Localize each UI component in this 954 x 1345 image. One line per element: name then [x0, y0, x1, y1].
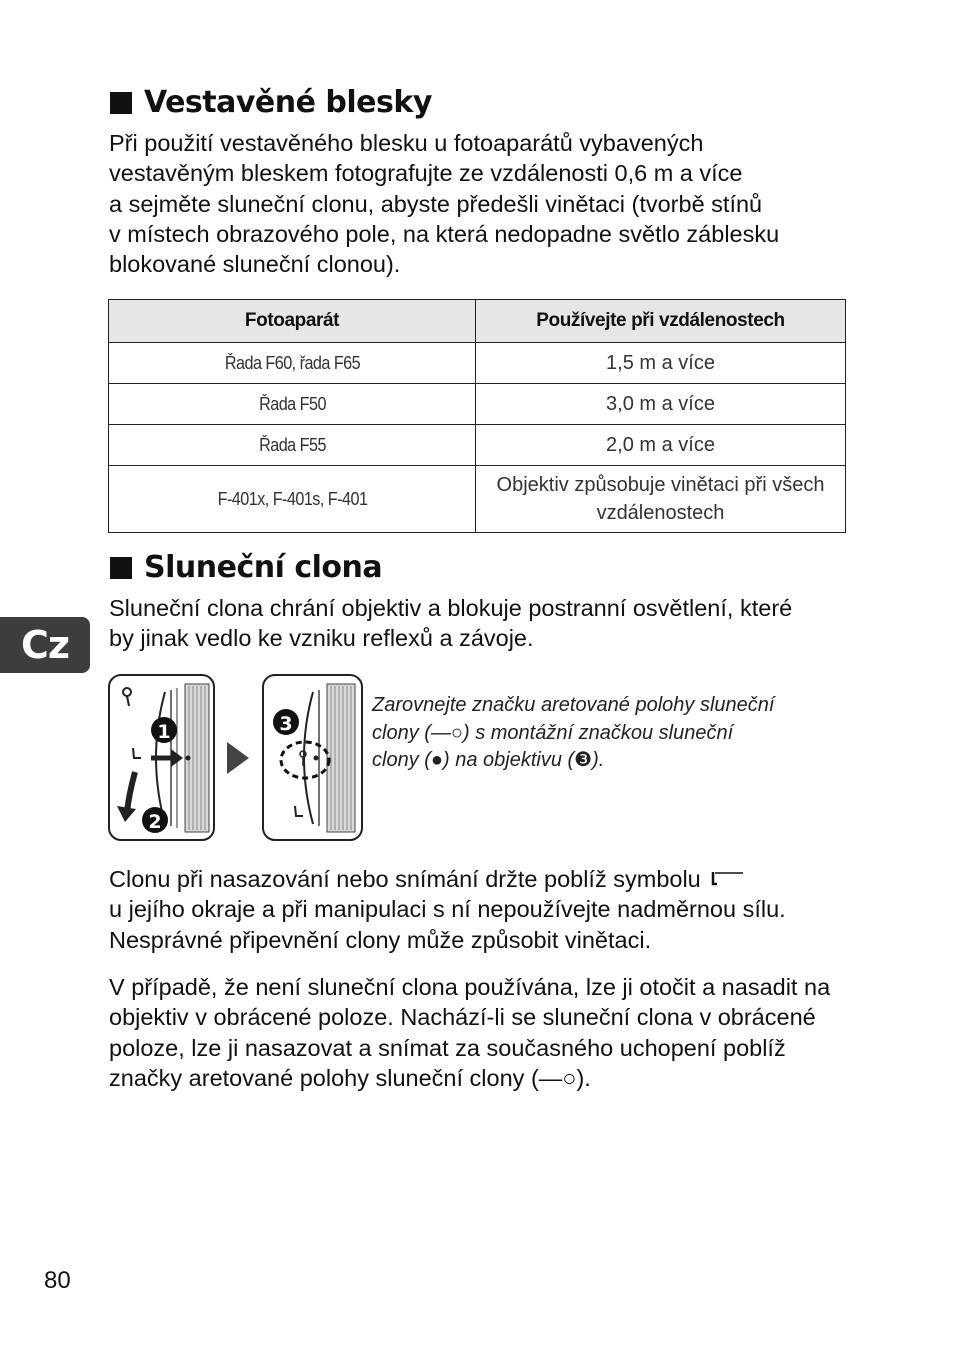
text-line: v místech obrazového pole, na která nedopadne světlo záblesku	[109, 220, 780, 247]
distance-cell: Objektiv způsobuje vinětaci při všech vzdálenostech	[476, 466, 846, 533]
text-line: by jinak vedlo ke vzniku reflexů a závoje.	[109, 625, 534, 652]
table-row	[109, 384, 846, 425]
text-line: Clonu při nasazování nebo snímání držte poblíž symbolu	[109, 866, 701, 892]
camera-distance-table	[108, 299, 846, 533]
distance-cell: 2,0 m a více	[476, 425, 846, 466]
section-title: Vestavěné blesky	[144, 85, 432, 120]
text-line: značky aretované polohy sluneční clony (—○).	[109, 1064, 591, 1091]
camera-cell: Řada F60, řada F65	[127, 343, 457, 384]
section-heading-built-in-flash	[110, 85, 432, 121]
text-line: V případě, že není sluneční clona používána, lze ji otočit a nasadit na	[109, 974, 831, 1000]
column-header-camera: Fotoaparát	[109, 300, 476, 343]
table-row	[109, 425, 846, 466]
step-marker	[273, 709, 299, 735]
text-line: Sluneční clona chrání objektiv a blokuje postranní osvětlení, které	[109, 595, 793, 621]
svg-text:1: 1	[157, 721, 171, 743]
caption-line: Zarovnejte značku aretované polohy sluneční	[372, 694, 775, 716]
lens-hood-illustration	[105, 672, 367, 844]
table-header-row	[109, 300, 846, 343]
section-title: Sluneční clona	[144, 550, 383, 585]
svg-text:3: 3	[279, 713, 293, 735]
camera-cell: Řada F55	[127, 425, 457, 466]
square-bullet-icon	[110, 557, 132, 579]
square-bullet-icon	[110, 92, 132, 114]
lens-hood-paragraph	[109, 593, 792, 654]
camera-cell: Řada F50	[127, 384, 457, 425]
text-line: u jejího okraje a při manipulaci s ní nepoužívejte nadměrnou sílu.	[109, 896, 786, 923]
built-in-flash-paragraph	[109, 128, 779, 279]
next-step-arrow-icon	[227, 742, 249, 774]
text-line: Nesprávné připevnění clony může způsobit vinětaci.	[109, 926, 652, 953]
reverse-mount-paragraph	[109, 972, 830, 1093]
table-row	[109, 343, 846, 384]
text-line: poloze, lze ji nasazovat a snímat za současného uchopení poblíž	[109, 1034, 786, 1061]
camera-cell: F-401x, F-401s, F-401	[127, 466, 457, 533]
text-line: Při použití vestavěného blesku u fotoaparátů vybavených	[109, 130, 704, 156]
svg-text:2: 2	[148, 811, 162, 833]
caption-line: clony (●) na objektivu (❸).	[372, 749, 605, 771]
hood-attach-panel-right	[263, 675, 362, 840]
page-number: 80	[44, 1267, 71, 1294]
text-line: vestavěným bleskem fotografujte ze vzdálenosti 0,6 m a více	[109, 160, 743, 187]
section-heading-lens-hood	[110, 550, 382, 586]
distance-cell: 3,0 m a více	[476, 384, 846, 425]
hood-grip-symbol-icon	[709, 870, 743, 890]
handling-paragraph	[109, 864, 786, 955]
caption-line: clony (—○) s montážní značkou sluneční	[372, 721, 734, 744]
text-line: a sejměte sluneční clonu, abyste předešli vinětaci (tvorbě stínů	[109, 190, 763, 217]
column-header-distance: Používejte při vzdálenostech	[476, 300, 846, 343]
language-tab: Cz	[0, 617, 90, 673]
distance-cell: 1,5 m a více	[476, 343, 846, 384]
step-marker	[142, 807, 168, 833]
table-row	[109, 466, 846, 533]
figure-caption	[372, 692, 774, 775]
text-line: objektiv v obrácené poloze. Nachází-li se sluneční clona v obrácené	[109, 1004, 816, 1031]
step-marker	[151, 717, 177, 743]
text-line: blokované sluneční clonou).	[109, 251, 401, 278]
